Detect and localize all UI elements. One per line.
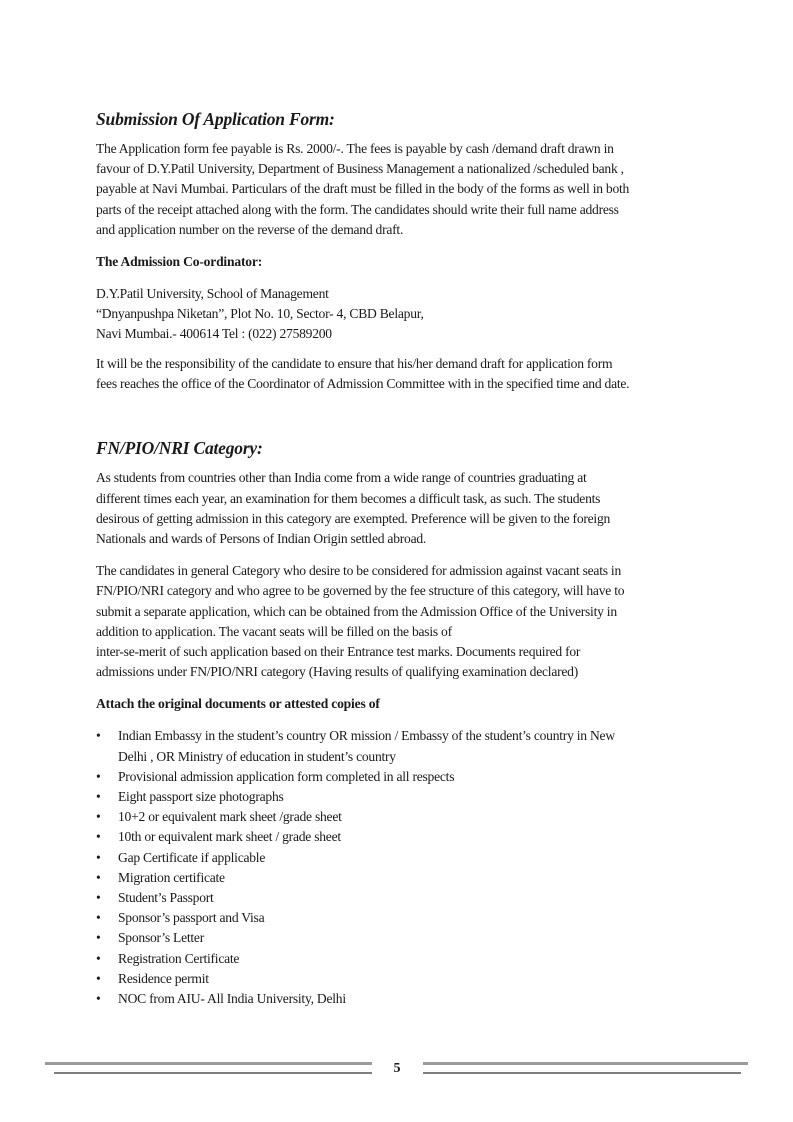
- document-text-line: 10th or equivalent mark sheet / grade sheet: [118, 829, 341, 845]
- paragraph-line: The Application form fee payable is Rs. 2000/-. The fees is payable by cash /demand draft drawn in: [96, 141, 614, 156]
- bullet-icon: •: [96, 768, 101, 784]
- paragraph-line: fees reaches the office of the Coordinator of Admission Committee with in the specified time and date.: [96, 376, 630, 392]
- responsibility-paragraph: [96, 354, 708, 394]
- bullet-icon: •: [96, 809, 101, 825]
- bullet-icon: •: [96, 890, 101, 906]
- submission-fee-paragraph: [96, 139, 708, 240]
- address-line: Navi Mumbai.- 400614 Tel : (022) 27589200: [96, 326, 332, 342]
- paragraph-line: favour of D.Y.Patil University, Department of Business Management a nationalized /scheduled bank ,: [96, 161, 624, 177]
- document-list-item: [96, 827, 708, 847]
- document-list-item: [96, 989, 708, 1009]
- document-list-item: [96, 949, 708, 969]
- document-list-item: [96, 908, 708, 928]
- paragraph-line: desirous of getting admission in this category are exempted. Preference will be given to the foreign: [96, 510, 611, 526]
- bullet-icon: •: [96, 728, 101, 744]
- page-content: [96, 108, 708, 1009]
- paragraph-line: parts of the receipt attached along with the form. The candidates should write their full name address: [96, 201, 619, 217]
- bullet-icon: •: [96, 970, 101, 986]
- bullet-icon: •: [96, 991, 101, 1007]
- vacant-seats-paragraph: [96, 561, 708, 682]
- document-text-line: Delhi , OR Ministry of education in student’s country: [118, 748, 396, 764]
- footer-rule: [54, 1072, 372, 1074]
- address-line: “Dnyanpushpa Niketan”, Plot No. 10, Sector- 4, CBD Belapur,: [96, 306, 424, 322]
- coordinator-heading: The Admission Co-ordinator:: [96, 254, 263, 270]
- footer-rule: [45, 1062, 372, 1065]
- paragraph-line: As students from countries other than India come from a wide range of countries graduating at: [96, 470, 587, 486]
- fn-pio-nri-section: [96, 437, 708, 1009]
- bullet-icon: •: [96, 849, 101, 865]
- paragraph-line: FN/PIO/NRI category and who agree to be governed by the fee structure of this category, will have to: [96, 583, 625, 599]
- document-text-line: Residence permit: [118, 970, 209, 986]
- document-list-item: [96, 888, 708, 908]
- document-list-item: [96, 928, 708, 948]
- bullet-icon: •: [96, 869, 101, 885]
- bullet-icon: •: [96, 950, 101, 966]
- paragraph-line: Nationals and wards of Persons of Indian Origin settled abroad.: [96, 531, 427, 547]
- document-text-line: NOC from AIU- All India University, Delhi: [118, 991, 346, 1007]
- paragraph-line: It will be the responsibility of the candidate to ensure that his/her demand draft for application form: [96, 356, 613, 372]
- paragraph-line: inter-se-merit of such application based on their Entrance test marks. Documents required for: [96, 644, 581, 660]
- document-text-line: Sponsor’s passport and Visa: [118, 910, 265, 926]
- bullet-icon: •: [96, 910, 101, 926]
- page-footer: [0, 1060, 793, 1080]
- paragraph-line: addition to application. The vacant seats will be filled on the basis of: [96, 623, 452, 639]
- paragraph-line: The candidates in general Category who desire to be considered for admission against vacant seats in: [96, 563, 621, 579]
- bullet-icon: •: [96, 829, 101, 845]
- document-text-line: Registration Certificate: [118, 950, 240, 966]
- paragraph-line: different times each year, an examination for them becomes a difficult task, as such. The students: [96, 490, 601, 506]
- document-list-item: [96, 767, 708, 787]
- fn-pio-nri-heading: FN/PIO/NRI Category:: [96, 438, 263, 459]
- paragraph-line: admissions under FN/PIO/NRI category (Having results of qualifying examination declared): [96, 664, 578, 680]
- document-list-item: [96, 868, 708, 888]
- submission-heading: Submission Of Application Form:: [96, 109, 335, 129]
- document-list-item: [96, 848, 708, 868]
- paragraph-line: payable at Navi Mumbai. Particulars of the draft must be filled in the body of the forms as well in both: [96, 181, 630, 197]
- paragraph-line: submit a separate application, which can be obtained from the Admission Office of the University in: [96, 603, 617, 619]
- document-text-line: Indian Embassy in the student’s country OR mission / Embassy of the student’s country in New: [118, 728, 615, 744]
- page-number: 5: [393, 1061, 401, 1076]
- required-documents-list: [96, 726, 708, 1009]
- document-text-line: Eight passport size photographs: [118, 789, 284, 805]
- foreign-students-paragraph: [96, 468, 708, 549]
- footer-rule: [423, 1062, 748, 1065]
- document-list-item: [96, 787, 708, 807]
- document-list-item: [96, 807, 708, 827]
- paragraph-line: and application number on the reverse of the demand draft.: [96, 221, 404, 237]
- bullet-icon: •: [96, 789, 101, 805]
- coordinator-address: [96, 284, 708, 344]
- document-list-item: [96, 726, 708, 766]
- attach-documents-heading: Attach the original documents or attested copies of: [96, 696, 380, 712]
- document-text-line: Gap Certificate if applicable: [118, 849, 266, 865]
- document-text-line: Provisional admission application form completed in all respects: [118, 768, 455, 784]
- document-list-item: [96, 969, 708, 989]
- document-text-line: Student’s Passport: [118, 890, 214, 906]
- document-text-line: Sponsor’s Letter: [118, 930, 204, 946]
- document-text-line: 10+2 or equivalent mark sheet /grade sheet: [118, 809, 342, 825]
- document-text-line: Migration certificate: [118, 869, 225, 885]
- submission-section: [96, 108, 708, 394]
- address-line: D.Y.Patil University, School of Management: [96, 286, 329, 302]
- footer-rule: [423, 1072, 741, 1074]
- bullet-icon: •: [96, 930, 101, 946]
